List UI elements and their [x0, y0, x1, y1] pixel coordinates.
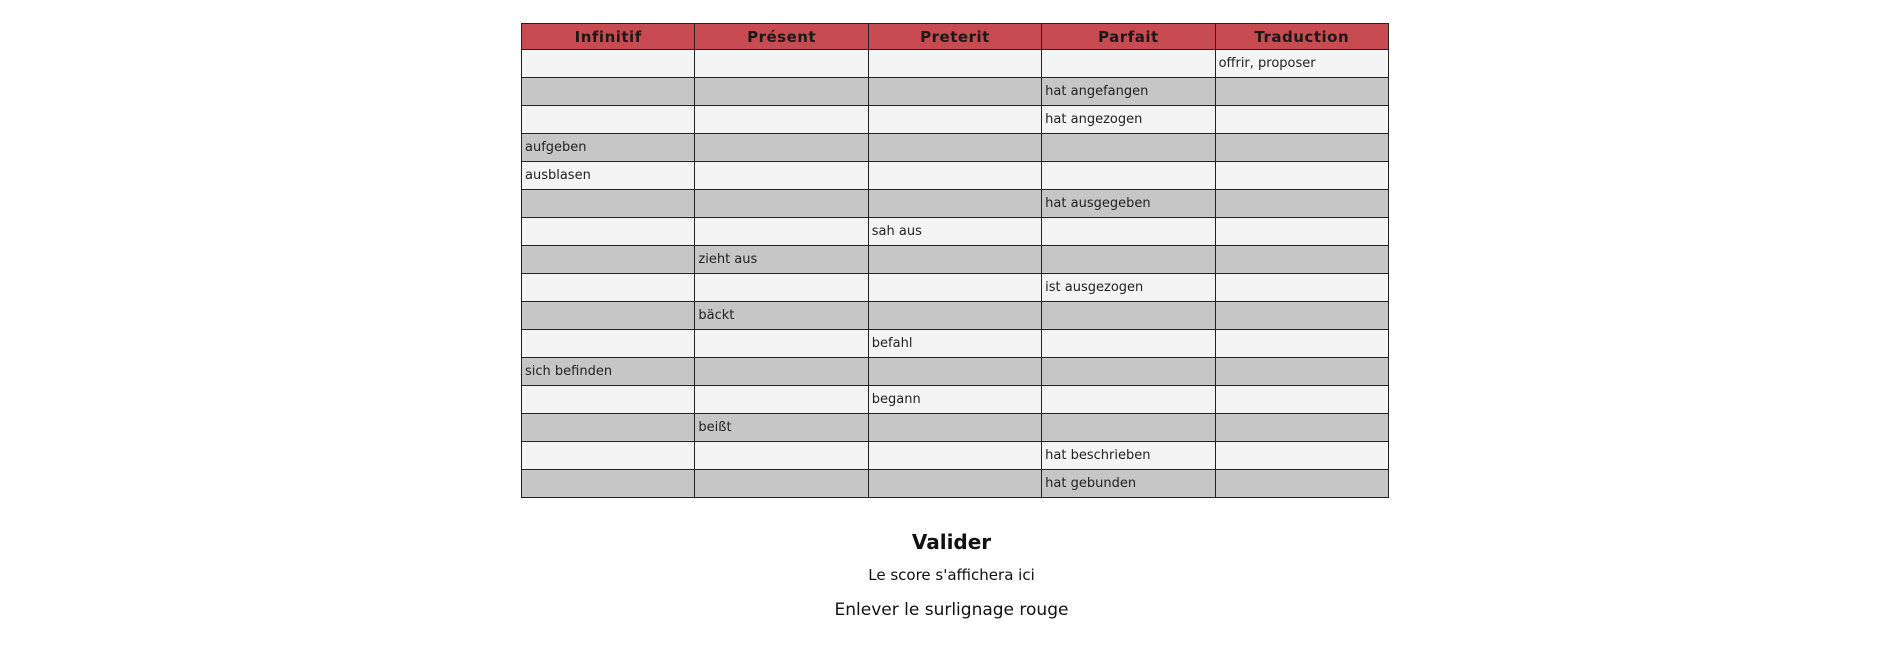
- cell-preterit[interactable]: [868, 358, 1041, 386]
- table-row: [522, 218, 1389, 246]
- cell-infinitif: sich befinden: [522, 358, 695, 386]
- cell-preterit[interactable]: [868, 162, 1041, 190]
- cell-present[interactable]: [695, 106, 868, 134]
- table-row: [522, 106, 1389, 134]
- cell-parfait: ist ausgezogen: [1042, 274, 1215, 302]
- table-row: [522, 274, 1389, 302]
- cell-preterit[interactable]: [868, 302, 1041, 330]
- table-row: [522, 470, 1389, 498]
- cell-traduction[interactable]: [1215, 218, 1388, 246]
- cell-preterit[interactable]: [868, 414, 1041, 442]
- cell-infinitif[interactable]: [522, 330, 695, 358]
- table-row: [522, 162, 1389, 190]
- cell-traduction: offrir, proposer: [1215, 50, 1388, 78]
- table-row: [522, 50, 1389, 78]
- cell-infinitif[interactable]: [522, 106, 695, 134]
- remove-highlight-button[interactable]: [0, 600, 1903, 620]
- table-row: [522, 330, 1389, 358]
- cell-preterit: sah aus: [868, 218, 1041, 246]
- verb-table: [521, 23, 1389, 498]
- cell-traduction[interactable]: [1215, 162, 1388, 190]
- header-preterit: Preterit: [868, 24, 1041, 50]
- cell-infinitif[interactable]: [522, 218, 695, 246]
- header-infinitif: Infinitif: [522, 24, 695, 50]
- cell-parfait: hat angezogen: [1042, 106, 1215, 134]
- cell-present[interactable]: [695, 162, 868, 190]
- table-row: [522, 442, 1389, 470]
- cell-present[interactable]: [695, 218, 868, 246]
- cell-parfait: hat gebunden: [1042, 470, 1215, 498]
- cell-traduction[interactable]: [1215, 386, 1388, 414]
- cell-present[interactable]: [695, 386, 868, 414]
- cell-infinitif[interactable]: [522, 442, 695, 470]
- cell-preterit[interactable]: [868, 50, 1041, 78]
- cell-parfait: hat ausgegeben: [1042, 190, 1215, 218]
- cell-preterit[interactable]: [868, 274, 1041, 302]
- cell-present[interactable]: [695, 134, 868, 162]
- cell-traduction[interactable]: [1215, 442, 1388, 470]
- cell-parfait[interactable]: [1042, 414, 1215, 442]
- cell-traduction[interactable]: [1215, 190, 1388, 218]
- table-row: [522, 246, 1389, 274]
- cell-parfait[interactable]: [1042, 162, 1215, 190]
- cell-infinitif[interactable]: [522, 386, 695, 414]
- cell-present[interactable]: [695, 358, 868, 386]
- cell-present[interactable]: [695, 190, 868, 218]
- cell-parfait[interactable]: [1042, 218, 1215, 246]
- cell-infinitif: ausblasen: [522, 162, 695, 190]
- cell-preterit: befahl: [868, 330, 1041, 358]
- cell-present[interactable]: [695, 442, 868, 470]
- cell-present[interactable]: [695, 274, 868, 302]
- cell-preterit[interactable]: [868, 106, 1041, 134]
- table-header-row: [522, 24, 1389, 50]
- cell-infinitif[interactable]: [522, 470, 695, 498]
- table-row: [522, 190, 1389, 218]
- cell-traduction[interactable]: [1215, 302, 1388, 330]
- cell-present: beißt: [695, 414, 868, 442]
- cell-parfait[interactable]: [1042, 50, 1215, 78]
- cell-infinitif[interactable]: [522, 274, 695, 302]
- cell-preterit[interactable]: [868, 470, 1041, 498]
- cell-present: bäckt: [695, 302, 868, 330]
- cell-parfait[interactable]: [1042, 358, 1215, 386]
- cell-infinitif[interactable]: [522, 246, 695, 274]
- cell-present[interactable]: [695, 470, 868, 498]
- validate-button[interactable]: [0, 530, 1903, 554]
- cell-preterit[interactable]: [868, 246, 1041, 274]
- cell-traduction[interactable]: [1215, 358, 1388, 386]
- cell-parfait[interactable]: [1042, 246, 1215, 274]
- cell-preterit[interactable]: [868, 442, 1041, 470]
- cell-traduction[interactable]: [1215, 134, 1388, 162]
- cell-traduction[interactable]: [1215, 274, 1388, 302]
- cell-traduction[interactable]: [1215, 470, 1388, 498]
- cell-present[interactable]: [695, 50, 868, 78]
- table-row: [522, 414, 1389, 442]
- cell-infinitif: aufgeben: [522, 134, 695, 162]
- cell-parfait[interactable]: [1042, 134, 1215, 162]
- cell-preterit: begann: [868, 386, 1041, 414]
- cell-preterit[interactable]: [868, 78, 1041, 106]
- cell-present: zieht aus: [695, 246, 868, 274]
- remove-highlight-label: Enlever le surlignage rouge: [834, 600, 1069, 620]
- cell-parfait[interactable]: [1042, 330, 1215, 358]
- cell-parfait[interactable]: [1042, 386, 1215, 414]
- cell-infinitif[interactable]: [522, 190, 695, 218]
- header-traduction: Traduction: [1215, 24, 1388, 50]
- cell-preterit[interactable]: [868, 190, 1041, 218]
- cell-present[interactable]: [695, 78, 868, 106]
- cell-present[interactable]: [695, 330, 868, 358]
- table-row: [522, 302, 1389, 330]
- cell-traduction[interactable]: [1215, 414, 1388, 442]
- cell-infinitif[interactable]: [522, 414, 695, 442]
- cell-traduction[interactable]: [1215, 78, 1388, 106]
- cell-traduction[interactable]: [1215, 330, 1388, 358]
- cell-infinitif[interactable]: [522, 50, 695, 78]
- validate-button-label: Valider: [911, 530, 992, 554]
- table-row: [522, 78, 1389, 106]
- table-row: [522, 386, 1389, 414]
- header-parfait: Parfait: [1042, 24, 1215, 50]
- verb-table-container: [521, 23, 1389, 498]
- cell-traduction[interactable]: [1215, 246, 1388, 274]
- header-present: Présent: [695, 24, 868, 50]
- cell-infinitif[interactable]: [522, 78, 695, 106]
- score-display: Le score s'affichera ici: [868, 566, 1035, 584]
- cell-parfait: hat beschrieben: [1042, 442, 1215, 470]
- cell-infinitif[interactable]: [522, 302, 695, 330]
- table-row: [522, 358, 1389, 386]
- cell-parfait: hat angefangen: [1042, 78, 1215, 106]
- table-row: [522, 134, 1389, 162]
- cell-parfait[interactable]: [1042, 302, 1215, 330]
- cell-preterit[interactable]: [868, 134, 1041, 162]
- cell-traduction[interactable]: [1215, 106, 1388, 134]
